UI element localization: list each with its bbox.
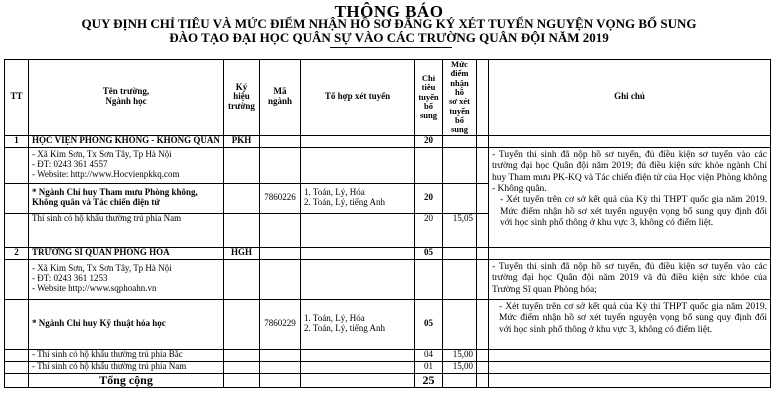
notice-subtitle-line1: QUY ĐỊNH CHỈ TIÊU VÀ MỨC ĐIỂM NHẬN HỒ SƠ ĐĂNG KÝ XÉT TUYỂN NGUYỆN VỌNG BỔ SUNG bbox=[81, 16, 697, 31]
col-code: Ký hiệu trường bbox=[224, 60, 260, 136]
admission-table bbox=[4, 59, 771, 388]
school-address: - Xã Kim Sơn, Tx Sơn Tây, Tp Hà Nội bbox=[32, 149, 172, 160]
school-note-scoring: - Xét tuyển trên cơ sở kết quả của Kỳ thi THPT quốc gia năm 2019. Mức điểm nhận hồ sơ xét tuyển nguyện vọng bổ sung quy định đối với học sinh phổ thông ở khu vực 3, không có điểm liệt. bbox=[489, 299, 771, 349]
region-score: 15,05 bbox=[443, 213, 477, 247]
major-combos bbox=[301, 299, 415, 349]
col-spacer bbox=[477, 60, 489, 136]
region-row bbox=[5, 361, 771, 373]
col-school: Tên trường, Ngành học bbox=[29, 60, 224, 136]
major-code: 7860229 bbox=[260, 299, 301, 349]
school-note-eligibility: - Tuyển thí sinh đã nộp hồ sơ tuyển, đủ điều kiện sơ tuyển vào các trường đại học Quân đội năm 2019 và đủ điều kiện sức khỏe của Trường Sĩ quan Phòng hóa; bbox=[489, 259, 771, 299]
school-notes bbox=[489, 147, 771, 247]
school-info bbox=[29, 259, 224, 299]
notice-title: THÔNG BÁO bbox=[334, 2, 444, 21]
school-quota: 20 bbox=[415, 135, 443, 147]
note-eligibility: - Tuyển thí sinh đã nộp hồ sơ tuyển, đủ điều kiện sơ tuyển vào các trường đại học Quân đội năm 2019; đủ điều kiện sức khỏe ngành Chỉ huy Tham mưu PK-KQ và Tác chiến điện tử của Học viện Phòng không - Không quân. bbox=[492, 149, 767, 194]
region-quota: 01 bbox=[415, 361, 443, 373]
col-major-code: Mã ngành bbox=[260, 60, 301, 136]
school-info-row bbox=[5, 147, 771, 183]
region-quota: 04 bbox=[415, 349, 443, 361]
col-notes: Ghi chú bbox=[489, 60, 771, 136]
major-quota: 20 bbox=[415, 183, 443, 213]
header-row bbox=[5, 60, 771, 136]
region-label: Thí sinh có hộ khẩu thường trú phía Nam bbox=[29, 213, 224, 247]
major-row bbox=[5, 299, 771, 349]
title-underline bbox=[330, 47, 452, 48]
combo-item: 2. Toán, Lý, tiếng Anh bbox=[304, 323, 385, 334]
region-label: - Thí sinh có hộ khẩu thường trú phía Nam bbox=[29, 361, 224, 373]
region-score: 15,00 bbox=[443, 361, 477, 373]
major-combos bbox=[301, 183, 415, 213]
school-row bbox=[5, 247, 771, 259]
school-row bbox=[5, 135, 771, 147]
total-label: Tổng cộng bbox=[29, 373, 224, 387]
note-scoring: - Xét tuyển trên cơ sở kết quả của Kỳ thi THPT quốc gia năm 2019. Mức điểm nhận hồ sơ xét tuyển nguyện vọng bổ sung quy định đối với học sinh phổ thông ở khu vực 3, không có điểm liệt. bbox=[500, 195, 767, 229]
school-website: - Website: http://www.Hocvienpkkq.com bbox=[32, 169, 180, 180]
combo-item: 1. Toán, Lý, Hóa bbox=[304, 313, 365, 324]
combo-item: 1. Toán, Lý, Hóa bbox=[304, 187, 365, 198]
region-score: 15,00 bbox=[443, 349, 477, 361]
total-value: 25 bbox=[415, 373, 443, 387]
school-name: TRƯỜNG SĨ QUAN PHÒNG HÓA bbox=[29, 247, 224, 259]
school-info bbox=[29, 147, 224, 183]
total-row bbox=[5, 373, 771, 387]
region-quota: 20 bbox=[415, 213, 443, 247]
school-tt: 1 bbox=[5, 135, 29, 147]
region-row bbox=[5, 349, 771, 361]
col-quota: Chỉ tiêu tuyển bổ sung bbox=[415, 60, 443, 136]
col-score: Mức điểm nhận hồ sơ xét tuyển bổ sung bbox=[443, 60, 477, 136]
region-label: - Thí sinh có hộ khẩu thường trú phía Bắc bbox=[29, 349, 224, 361]
school-info-row bbox=[5, 259, 771, 299]
school-website: - Website http://www.sqphoahn.vn bbox=[32, 283, 157, 294]
col-combo: Tổ hợp xét tuyển bbox=[301, 60, 415, 136]
school-phone: - ĐT: 0243 361 4557 bbox=[32, 159, 108, 170]
col-tt: TT bbox=[5, 60, 29, 136]
notice-subtitle-line2: ĐÀO TẠO ĐẠI HỌC QUÂN SỰ VÀO CÁC TRƯỜNG QUÂN ĐỘI NĂM 2019 bbox=[169, 30, 609, 45]
major-name: * Ngành Chỉ huy Kỹ thuật hóa học bbox=[29, 299, 224, 349]
school-phone: - ĐT: 0243 361 1253 bbox=[32, 273, 108, 284]
major-quota: 05 bbox=[415, 299, 443, 349]
school-code: PKH bbox=[224, 135, 260, 147]
school-tt: 2 bbox=[5, 247, 29, 259]
major-code: 7860226 bbox=[260, 183, 301, 213]
school-address: - Xã Kim Sơn, Tx Sơn Tây, Tp Hà Nội bbox=[32, 263, 172, 274]
school-code: HGH bbox=[224, 247, 260, 259]
school-name: HỌC VIỆN PHÒNG KHÔNG - KHÔNG QUÂN bbox=[29, 135, 224, 147]
school-quota: 05 bbox=[415, 247, 443, 259]
major-name: * Ngành Chỉ huy Tham mưu Phòng không, Không quân và Tác chiến điện tử bbox=[29, 183, 224, 213]
combo-item: 2. Toán, Lý, tiếng Anh bbox=[304, 197, 385, 208]
